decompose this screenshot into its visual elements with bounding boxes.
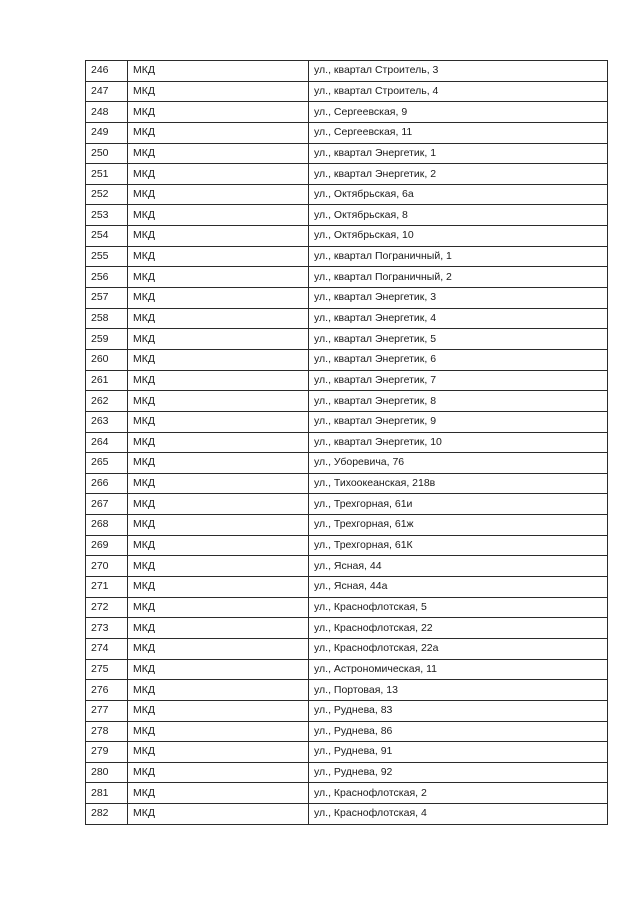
address-cell: ул., Краснофлотская, 22а xyxy=(309,638,608,659)
row-number-cell: 263 xyxy=(86,411,128,432)
row-number-cell: 246 xyxy=(86,61,128,82)
building-type-cell: МКД xyxy=(128,205,309,226)
address-cell: ул., Октябрьская, 6а xyxy=(309,184,608,205)
building-type-cell: МКД xyxy=(128,659,309,680)
row-number-cell: 282 xyxy=(86,804,128,825)
building-type-cell: МКД xyxy=(128,102,309,123)
building-type-cell: МКД xyxy=(128,618,309,639)
row-number-cell: 275 xyxy=(86,659,128,680)
address-cell: ул., квартал Пограничный, 1 xyxy=(309,246,608,267)
table-row xyxy=(86,680,608,701)
building-type-cell: МКД xyxy=(128,184,309,205)
address-cell: ул., Сергеевская, 9 xyxy=(309,102,608,123)
table-row xyxy=(86,329,608,350)
table-row xyxy=(86,288,608,309)
table-row xyxy=(86,226,608,247)
row-number-cell: 273 xyxy=(86,618,128,639)
table-row xyxy=(86,804,608,825)
building-type-cell: МКД xyxy=(128,473,309,494)
table-row xyxy=(86,638,608,659)
address-cell: ул., Трехгорная, 61и xyxy=(309,494,608,515)
building-type-cell: МКД xyxy=(128,577,309,598)
row-number-cell: 255 xyxy=(86,246,128,267)
row-number-cell: 254 xyxy=(86,226,128,247)
row-number-cell: 279 xyxy=(86,742,128,763)
row-number-cell: 277 xyxy=(86,700,128,721)
address-cell: ул., квартал Энергетик, 2 xyxy=(309,164,608,185)
address-cell: ул., квартал Энергетик, 3 xyxy=(309,288,608,309)
row-number-cell: 252 xyxy=(86,184,128,205)
building-type-cell: МКД xyxy=(128,411,309,432)
row-number-cell: 260 xyxy=(86,349,128,370)
address-cell: ул., Краснофлотская, 4 xyxy=(309,804,608,825)
row-number-cell: 261 xyxy=(86,370,128,391)
address-cell: ул., Руднева, 86 xyxy=(309,721,608,742)
building-type-cell: МКД xyxy=(128,329,309,350)
building-type-cell: МКД xyxy=(128,700,309,721)
table-row xyxy=(86,81,608,102)
table-row xyxy=(86,597,608,618)
table-row xyxy=(86,308,608,329)
row-number-cell: 251 xyxy=(86,164,128,185)
table-row xyxy=(86,618,608,639)
address-cell: ул., Руднева, 92 xyxy=(309,762,608,783)
building-type-cell: МКД xyxy=(128,597,309,618)
row-number-cell: 280 xyxy=(86,762,128,783)
address-cell: ул., квартал Энергетик, 5 xyxy=(309,329,608,350)
row-number-cell: 247 xyxy=(86,81,128,102)
row-number-cell: 253 xyxy=(86,205,128,226)
table-row xyxy=(86,473,608,494)
building-type-cell: МКД xyxy=(128,680,309,701)
table-row xyxy=(86,432,608,453)
row-number-cell: 271 xyxy=(86,577,128,598)
table-row xyxy=(86,370,608,391)
address-cell: ул., Ясная, 44а xyxy=(309,577,608,598)
building-type-cell: МКД xyxy=(128,143,309,164)
row-number-cell: 270 xyxy=(86,556,128,577)
address-cell: ул., квартал Энергетик, 7 xyxy=(309,370,608,391)
building-type-cell: МКД xyxy=(128,164,309,185)
row-number-cell: 262 xyxy=(86,391,128,412)
table-row xyxy=(86,494,608,515)
row-number-cell: 258 xyxy=(86,308,128,329)
table-row xyxy=(86,164,608,185)
table-row xyxy=(86,205,608,226)
table-row xyxy=(86,659,608,680)
table-row xyxy=(86,122,608,143)
building-type-cell: МКД xyxy=(128,515,309,536)
address-cell: ул., Краснофлотская, 2 xyxy=(309,783,608,804)
building-type-cell: МКД xyxy=(128,391,309,412)
building-type-cell: МКД xyxy=(128,349,309,370)
row-number-cell: 274 xyxy=(86,638,128,659)
row-number-cell: 276 xyxy=(86,680,128,701)
building-type-cell: МКД xyxy=(128,742,309,763)
address-cell: ул., квартал Энергетик, 6 xyxy=(309,349,608,370)
table-row xyxy=(86,742,608,763)
address-cell: ул., квартал Энергетик, 9 xyxy=(309,411,608,432)
table-row xyxy=(86,783,608,804)
address-cell: ул., Октябрьская, 10 xyxy=(309,226,608,247)
address-cell: ул., квартал Строитель, 3 xyxy=(309,61,608,82)
building-type-cell: МКД xyxy=(128,226,309,247)
table-row xyxy=(86,515,608,536)
address-cell: ул., Руднева, 83 xyxy=(309,700,608,721)
row-number-cell: 272 xyxy=(86,597,128,618)
row-number-cell: 250 xyxy=(86,143,128,164)
building-type-cell: МКД xyxy=(128,288,309,309)
address-cell: ул., Ясная, 44 xyxy=(309,556,608,577)
building-type-cell: МКД xyxy=(128,556,309,577)
row-number-cell: 281 xyxy=(86,783,128,804)
address-cell: ул., квартал Пограничный, 2 xyxy=(309,267,608,288)
address-cell: ул., квартал Энергетик, 10 xyxy=(309,432,608,453)
table-row xyxy=(86,102,608,123)
table-row xyxy=(86,556,608,577)
address-cell: ул., Астрономическая, 11 xyxy=(309,659,608,680)
table-row xyxy=(86,61,608,82)
building-type-cell: МКД xyxy=(128,370,309,391)
address-cell: ул., Трехгорная, 61ж xyxy=(309,515,608,536)
table-row xyxy=(86,577,608,598)
table-row xyxy=(86,246,608,267)
building-type-cell: МКД xyxy=(128,308,309,329)
address-cell: ул., Тихоокеанская, 218в xyxy=(309,473,608,494)
table-row xyxy=(86,411,608,432)
building-type-cell: МКД xyxy=(128,783,309,804)
table-row xyxy=(86,349,608,370)
row-number-cell: 269 xyxy=(86,535,128,556)
row-number-cell: 266 xyxy=(86,473,128,494)
row-number-cell: 268 xyxy=(86,515,128,536)
address-cell: ул., квартал Энергетик, 1 xyxy=(309,143,608,164)
row-number-cell: 267 xyxy=(86,494,128,515)
address-cell: ул., квартал Энергетик, 8 xyxy=(309,391,608,412)
table-row xyxy=(86,453,608,474)
building-type-cell: МКД xyxy=(128,721,309,742)
table-row xyxy=(86,535,608,556)
building-type-cell: МКД xyxy=(128,638,309,659)
row-number-cell: 256 xyxy=(86,267,128,288)
address-cell: ул., Краснофлотская, 5 xyxy=(309,597,608,618)
building-type-cell: МКД xyxy=(128,494,309,515)
building-type-cell: МКД xyxy=(128,81,309,102)
table-row xyxy=(86,700,608,721)
table-row xyxy=(86,721,608,742)
row-number-cell: 278 xyxy=(86,721,128,742)
table-row xyxy=(86,391,608,412)
building-type-cell: МКД xyxy=(128,122,309,143)
table-row xyxy=(86,267,608,288)
building-type-cell: МКД xyxy=(128,762,309,783)
address-cell: ул., Руднева, 91 xyxy=(309,742,608,763)
row-number-cell: 257 xyxy=(86,288,128,309)
building-type-cell: МКД xyxy=(128,432,309,453)
building-type-cell: МКД xyxy=(128,453,309,474)
row-number-cell: 264 xyxy=(86,432,128,453)
address-cell: ул., Трехгорная, 61К xyxy=(309,535,608,556)
table-row xyxy=(86,143,608,164)
address-cell: ул., квартал Энергетик, 4 xyxy=(309,308,608,329)
address-cell: ул., квартал Строитель, 4 xyxy=(309,81,608,102)
building-type-cell: МКД xyxy=(128,804,309,825)
building-type-cell: МКД xyxy=(128,61,309,82)
row-number-cell: 248 xyxy=(86,102,128,123)
row-number-cell: 249 xyxy=(86,122,128,143)
address-cell: ул., Уборевича, 76 xyxy=(309,453,608,474)
table-row xyxy=(86,184,608,205)
address-cell: ул., Сергеевская, 11 xyxy=(309,122,608,143)
document-page xyxy=(85,60,607,825)
table-body xyxy=(86,61,608,825)
building-type-cell: МКД xyxy=(128,267,309,288)
table-row xyxy=(86,762,608,783)
address-cell: ул., Краснофлотская, 22 xyxy=(309,618,608,639)
address-cell: ул., Портовая, 13 xyxy=(309,680,608,701)
building-type-cell: МКД xyxy=(128,535,309,556)
building-type-cell: МКД xyxy=(128,246,309,267)
address-table xyxy=(85,60,608,825)
address-cell: ул., Октябрьская, 8 xyxy=(309,205,608,226)
row-number-cell: 259 xyxy=(86,329,128,350)
row-number-cell: 265 xyxy=(86,453,128,474)
